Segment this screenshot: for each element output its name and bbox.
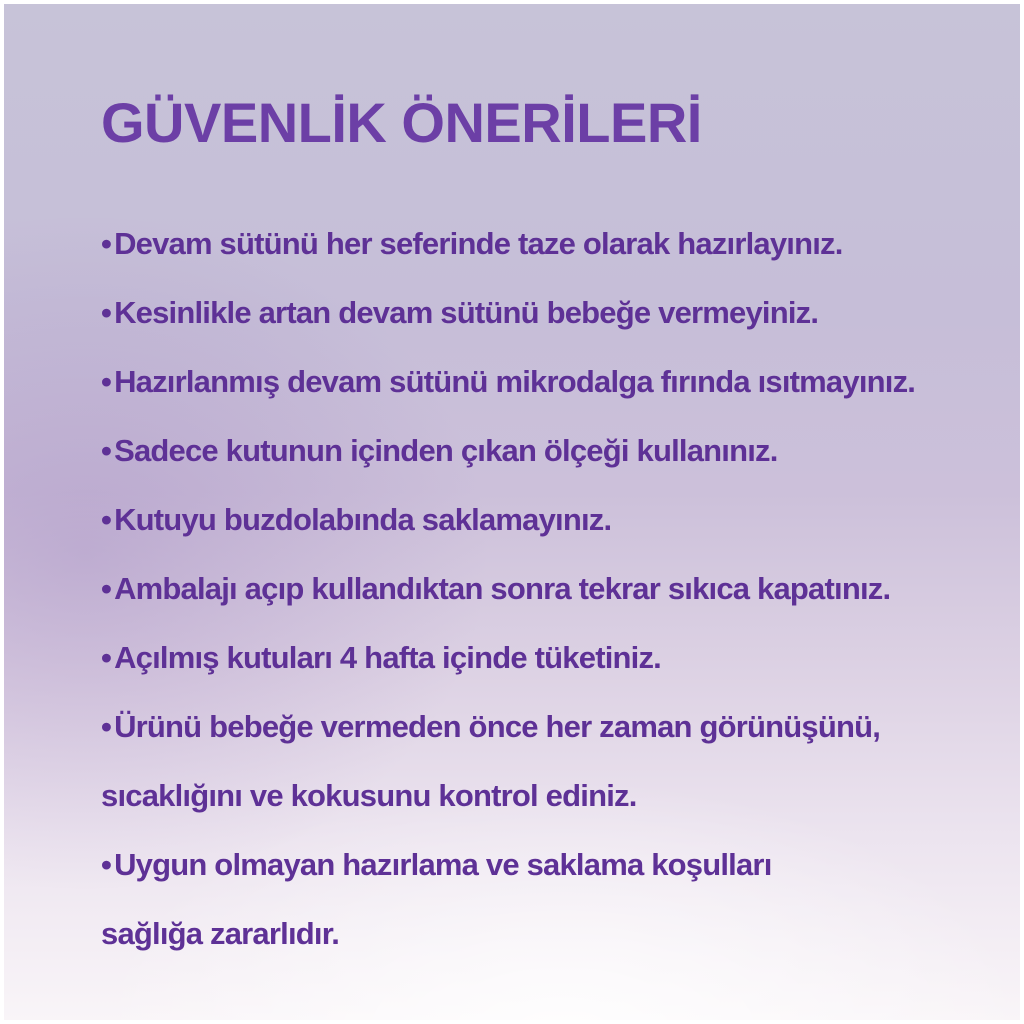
list-item [101,209,1020,278]
list-item [101,416,1020,485]
list-item [101,830,1020,968]
bullet-icon: • [101,433,112,468]
item-line-first [101,347,1020,416]
list-item [101,347,1020,416]
item-text: sıcaklığını ve kokusunu kontrol ediniz. [101,778,637,813]
item-text: Kutuyu buzdolabında saklamayınız. [114,502,612,537]
item-text: Uygun olmayan hazırlama ve saklama koşulları [114,847,772,882]
safety-list [4,209,1020,968]
bullet-icon: • [101,709,112,744]
bullet-icon: • [101,847,112,882]
page-title: GÜVENLİK ÖNERİLERİ [101,91,702,154]
item-text: Hazırlanmış devam sütünü mikrodalga fırında ısıtmayınız. [114,364,916,399]
item-line-first [101,623,1020,692]
item-line-first [101,830,1020,899]
item-text: Kesinlikle artan devam sütünü bebeğe vermeyiniz. [114,295,819,330]
item-line-first [101,485,1020,554]
bullet-icon: • [101,295,112,330]
list-item [101,278,1020,347]
bullet-icon: • [101,502,112,537]
item-text: sağlığa zararlıdır. [101,916,340,951]
item-line-first [101,692,1020,761]
item-line-wrap [101,899,1020,968]
item-line-wrap [101,761,1020,830]
list-item [101,623,1020,692]
item-text: Ürünü bebeğe vermeden önce her zaman görünüşünü, [114,709,881,744]
list-item [101,554,1020,623]
item-text: Devam sütünü her seferinde taze olarak hazırlayınız. [114,226,843,261]
list-item [101,485,1020,554]
item-line-first [101,416,1020,485]
item-line-first [101,209,1020,278]
bullet-icon: • [101,364,112,399]
item-text: Sadece kutunun içinden çıkan ölçeği kullanınız. [114,433,778,468]
item-line-first [101,278,1020,347]
bullet-icon: • [101,571,112,606]
item-line-first [101,554,1020,623]
bullet-icon: • [101,640,112,675]
item-text: Açılmış kutuları 4 hafta içinde tüketiniz. [114,640,661,675]
item-text: Ambalajı açıp kullandıktan sonra tekrar sıkıca kapatınız. [114,571,891,606]
bullet-icon: • [101,226,112,261]
list-item [101,692,1020,830]
